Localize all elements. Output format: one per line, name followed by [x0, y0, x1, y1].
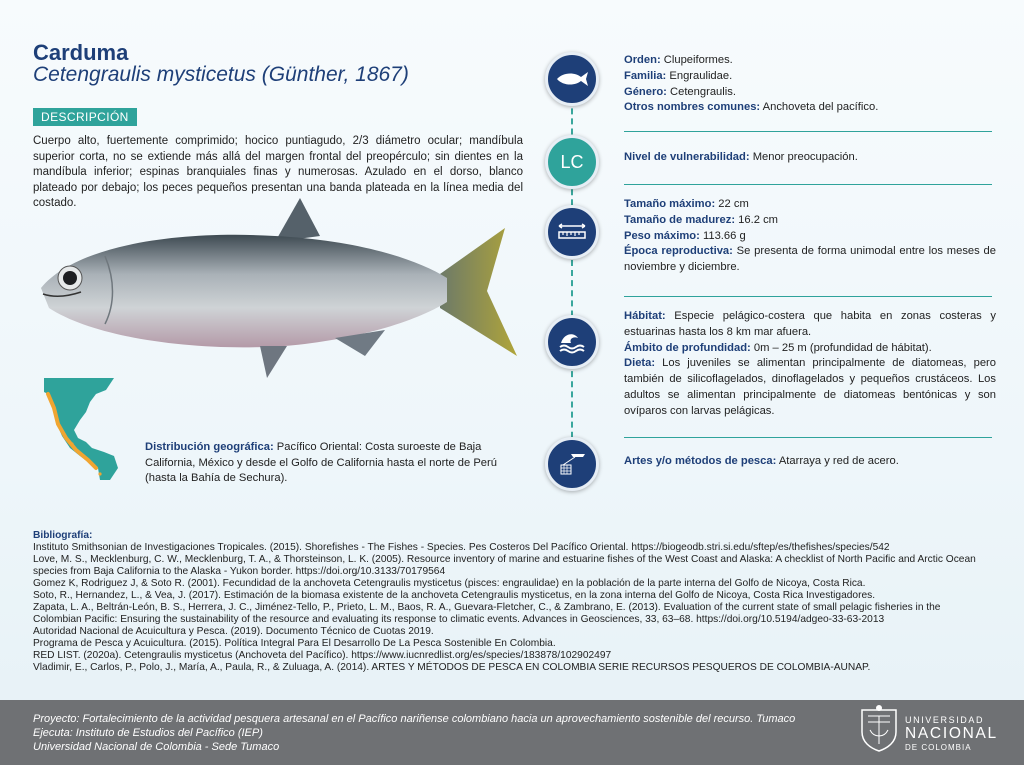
diet-label: Dieta:	[624, 357, 656, 370]
fishing-block	[624, 454, 996, 470]
species-common-name: Carduma	[33, 40, 129, 65]
taxonomy-block	[624, 53, 996, 116]
bibliography-entry: Programa de Pesca y Acuicultura. (2015). Política Integral Para El Desarrollo De La Pesca Sostenible En Colombia.	[33, 638, 556, 649]
waves-icon	[545, 315, 599, 369]
footer-text	[33, 712, 795, 754]
order-value: Clupeiformes.	[660, 54, 733, 66]
diet-value: Los juveniles se alimentan principalmente de diatomeas, pero también de silicoflagelados, dinoflagelados y pequeños crustáceos. Los adultos se alimentan principalmente de diatomeas bentónicas y son ovíparos con larvas pelágicas.	[624, 357, 996, 417]
lc-badge: LC	[545, 135, 599, 189]
habitat-value: Especie pelágico-costera que habita en zonas costeras y estuarinas hasta los 8 km mar afuera.	[624, 310, 996, 338]
fish-illustration	[35, 196, 525, 386]
depth-value: 0m – 25 m (profundidad de hábitat).	[750, 341, 932, 354]
bibliography-entry: Instituto Smithsonian de Investigaciones Tropicales. (2015). Shorefishes - The Fishes - Species. Pes Costeros Del Pacífico Oriental. https://biogeodb.stri.si.edu/sftep/es/thefishes/species/542	[33, 542, 890, 553]
bibliography-entry: Soto, R., Hernandez, L., & Vea, J. (2017). Estimación de la biomasa existente de la anchoveta Cetengraulis mysticetus, en la zona interna del Golfo de Nicoya, Costa Rica Investigadores.	[33, 590, 876, 601]
maturity-value: 16.2 cm	[735, 213, 778, 226]
maturity-label: Tamaño de madurez:	[624, 213, 736, 226]
distribution-value: Pacífico Oriental: Costa suroeste de Baja California, México y desde el Golfo de California hasta el norte de Perú (hasta la Bahía de Sechura).	[145, 441, 497, 484]
size-block	[624, 197, 996, 276]
distribution-label: Distribución geográfica:	[145, 441, 274, 453]
habitat-block	[624, 309, 996, 420]
bibliography-entry: RED LIST. (2020a). Cetengraulis mysticetus (Anchoveta del Pacífico). https://www.iucnredlist.org/es/species/183878/102902497	[33, 650, 612, 661]
family-label: Familia:	[624, 69, 667, 82]
max-weight-label: Peso máximo:	[624, 229, 700, 242]
repro-value: Se presenta de forma unimodal entre los meses de noviembre y diciembre.	[624, 245, 996, 274]
genus-value: Cetengraulis.	[666, 85, 736, 98]
bibliography	[33, 530, 991, 674]
fish-icon	[545, 52, 599, 106]
family-value: Engraulidae.	[666, 69, 733, 82]
max-weight-value: 113.66 g	[699, 229, 746, 242]
species-scientific-name: Cetengraulis mysticetus (Günther, 1867)	[33, 63, 409, 86]
bibliography-entry: Autoridad Nacional de Acuicultura y Pesca. (2019). Documento Técnico de Cuotas 2019.	[33, 626, 434, 637]
separator	[624, 296, 992, 297]
distribution-map	[44, 378, 124, 480]
separator	[624, 437, 992, 438]
distribution-text	[145, 440, 525, 487]
description-badge: DESCRIPCIÓN	[33, 108, 137, 126]
footer-executes: Ejecuta: Instituto de Estudios del Pacífico (IEP)	[33, 727, 263, 739]
order-label: Orden:	[624, 54, 661, 66]
ruler-icon	[545, 205, 599, 259]
vulnerability-value: Menor preocupación.	[749, 151, 858, 163]
depth-label: Ámbito de profundidad:	[624, 341, 751, 354]
logo-line-2: NACIONAL	[905, 725, 998, 742]
footer-project: Proyecto: Fortalecimiento de la actividad pesquera artesanal en el Pacífico nariñense colombiano hacia un aprovechamiento sostenible del recurso. Tumaco	[33, 713, 796, 725]
habitat-label: Hábitat:	[624, 310, 666, 322]
vulnerability-block	[624, 150, 996, 166]
fishing-value: Atarraya y red de acero.	[776, 455, 899, 467]
separator	[624, 184, 992, 185]
bibliography-title: Bibliografía:	[33, 530, 93, 541]
logo-line-1: UNIVERSIDAD	[905, 715, 985, 725]
fishing-boat-icon	[545, 437, 599, 491]
university-seal-icon	[858, 704, 900, 752]
bibliography-entry: Gomez K, Rodriguez J, & Soto R. (2001). Fecundidad de la anchoveta Cetengraulis mysticetus (pisces: engraulidae) en la población de la parte interna del Golfo de Nicoya, Costa Rica.	[33, 578, 866, 589]
bibliography-entry: Zapata, L. A., Beltrán-León, B. S., Herrera, J. C., Jiménez-Tello, P., Prieto, L. M., Baos, R. A., Guevara-Fletcher, C., & Zambrano, E. (2013). Evaluation of the current state of small pelagic fisheries in the Colombian Pacific: Ensuring the sustainability of the resource and evaluating its response to climatic events. Advances in Geosciences, 33, 63–68. https://doi.org/10.5194/adgeo-33-63-2013	[33, 602, 941, 625]
footer-university: Universidad Nacional de Colombia - Sede Tumaco	[33, 741, 280, 753]
vulnerability-label: Nivel de vulnerabilidad:	[624, 151, 750, 163]
university-logo-text	[905, 715, 998, 752]
fishing-label: Artes y/o métodos de pesca:	[624, 455, 777, 467]
other-names-value: Anchoveta del pacífico.	[760, 101, 879, 114]
genus-label: Género:	[624, 85, 667, 98]
logo-line-3: DE COLOMBIA	[905, 743, 972, 752]
repro-label: Época reproductiva:	[624, 245, 733, 258]
description-text: Cuerpo alto, fuertemente comprimido; hocico puntiagudo, 2/3 diámetro ocular; mandíbula superior corta, no se extiende más allá del margen frontal del preopérculo; sin dientes en la mandíbula inferior; espinas branquiales finas y numerosas. Azulado en el dorso, blanco plateado por debajo; los peces pequeños presentan una banda plateada en la línea media del costado.	[33, 135, 523, 210]
max-size-label: Tamaño máximo:	[624, 198, 716, 210]
other-names-label: Otros nombres comunes:	[624, 101, 761, 114]
bibliography-entry: Love, M. S., Mecklenburg, C. W., Mecklenburg, T. A., & Thorsteinson, L. K. (2005). Resource inventory of marine and estuarine fishes of the West Coast and Alaska: A checklist of North Pacific and Arctic Ocean species from Baja California to the Alaska - Yukon border. https://doi.org/10.3133/70179564	[33, 554, 976, 577]
max-size-value: 22 cm	[715, 198, 749, 210]
separator	[624, 131, 992, 132]
bibliography-entry: Vladimir, E., Carlos, P., Polo, J., María, A., Paula, R., & Zuluaga, A. (2014). ARTES Y MÉTODOS DE PESCA EN COLOMBIA SERIE RECURSOS PESQUEROS DE COLOMBIA-AUNAP.	[33, 662, 871, 673]
